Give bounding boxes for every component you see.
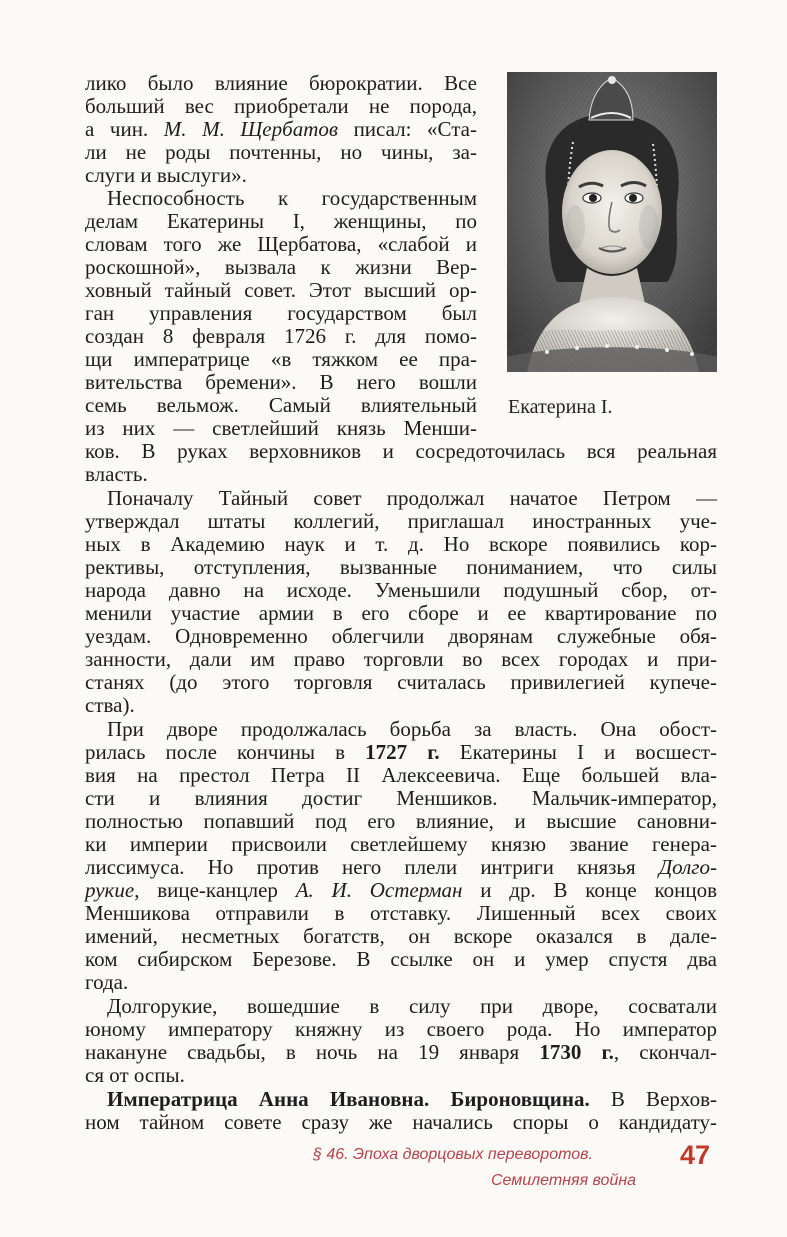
page-number: 47 xyxy=(680,1140,711,1170)
text-line: ли не роды почтенны, но чины, за- xyxy=(85,140,477,164)
text-line: больший вес приобретали не порода, xyxy=(85,94,477,118)
text-line: занности, дали им право торговли во всех городах и при- xyxy=(85,647,717,671)
text-line: ховный тайный совет. Этот высший ор- xyxy=(85,278,477,302)
text-line: семь вельмож. Самый влиятельный xyxy=(85,393,477,417)
text-line: а чин. М. М. Щербатов писал: «Ста- xyxy=(85,117,477,141)
text-line: создан 8 февраля 1726 г. для помо- xyxy=(85,324,477,348)
text-line: станях (до этого торговля считалась привилегией купече- xyxy=(85,670,717,694)
text-line: лико было влияние бюрократии. Все xyxy=(85,71,477,95)
date-highlight: 1727 г. xyxy=(365,740,440,764)
text-line: ган управления государством был xyxy=(85,301,477,325)
footer-section-title: § 46. Эпоха дворцовых переворотов. xyxy=(313,1146,593,1163)
text-line: юному императору княжну из своего рода. Но император xyxy=(85,1017,717,1041)
text-line: Меншикова отправили в отставку. Лишенный всех своих xyxy=(85,901,717,925)
text-line: делам Екатерины I, женщины, по xyxy=(85,209,477,233)
text-line: года. xyxy=(85,970,129,994)
text-line: ном тайном совете сразу же начались споры о кандидату- xyxy=(85,1110,717,1134)
text-line: накануне свадьбы, в ночь на 19 января 1730 г., скончал- xyxy=(85,1040,717,1064)
text-line: рективы, отступления, вызванные пониманием, что силы xyxy=(85,555,717,579)
person-name: Долго- xyxy=(658,855,717,879)
person-name: А. И. Остерман xyxy=(295,878,463,902)
text-line: имений, несметных богатств, он вскоре оказался в дале- xyxy=(85,924,717,948)
figure-caption: Екатерина I. xyxy=(508,396,613,418)
text-line: Долгорукие, вошедшие в силу при дворе, сосватали xyxy=(107,994,717,1018)
portrait-image xyxy=(507,72,717,372)
date-highlight: 1730 г. xyxy=(539,1040,614,1064)
text-line: из них — светлейший князь Менши- xyxy=(85,416,477,440)
text-line: вительства бремени». В него вошли xyxy=(85,370,477,394)
text-line: лиссимуса. Но против него плели интриги князья Долго- xyxy=(85,855,717,879)
section-heading: Императрица Анна Ивановна. Бироновщина. xyxy=(107,1087,590,1111)
footer-subsection-title: Семилетняя война xyxy=(491,1172,637,1189)
text-line: ства). xyxy=(85,693,135,717)
text-line: Неспособность к государственным xyxy=(107,186,477,210)
text-line: рилась после кончины в 1727 г. Екатерины I и восшест- xyxy=(85,740,717,764)
text-line: роскошной», вызвала к жизни Вер- xyxy=(85,255,477,279)
text-line: Императрица Анна Ивановна. Бироновщина. В Верхов- xyxy=(107,1087,717,1111)
text-line: рукие, вице-канцлер А. И. Остерман и др. В конце концов xyxy=(85,878,717,902)
text-line: сти и влияния достиг Меншиков. Мальчик-император, xyxy=(85,786,717,810)
text-line: уездам. Одновременно облегчили дворянам служебные обя- xyxy=(85,624,717,648)
text-line: менили участие армии в его сборе и ее квартирование по xyxy=(85,601,717,625)
text-line: щи императрице «в тяжком ее пра- xyxy=(85,347,477,371)
text-line: Поначалу Тайный совет продолжал начатое Петром — xyxy=(107,486,717,510)
text-line: ков. В руках верховников и сосредоточилась вся реальная xyxy=(85,439,717,463)
person-name: М. М. Щербатов xyxy=(163,117,338,141)
text-line: власть. xyxy=(85,462,148,486)
person-name: рукие xyxy=(85,878,135,902)
text-line: ся от оспы. xyxy=(85,1063,185,1087)
text-line: полностью попавший под его влияние, и высшие сановни- xyxy=(85,809,717,833)
text-line: утверждал штаты коллегий, приглашал иностранных уче- xyxy=(85,509,717,533)
text-line: При дворе продолжалась борьба за власть. Она обост- xyxy=(107,717,717,741)
text-line: народа давно на исходе. Уменьшили подушный сбор, от- xyxy=(85,578,717,602)
text-line: ки империи присвоили светлейшему князю звание генера- xyxy=(85,832,717,856)
text-line: ных в Академию наук и т. д. Но вскоре появились кор- xyxy=(85,532,717,556)
portrait-engraving xyxy=(507,72,717,372)
text-line: вия на престол Петра II Алексеевича. Еще большей вла- xyxy=(85,763,717,787)
text-line: ком сибирском Березове. В ссылке он и умер спустя два xyxy=(85,947,717,971)
text-line: слуги и выслуги». xyxy=(85,163,247,187)
text-line: словам того же Щербатова, «слабой и xyxy=(85,232,477,256)
